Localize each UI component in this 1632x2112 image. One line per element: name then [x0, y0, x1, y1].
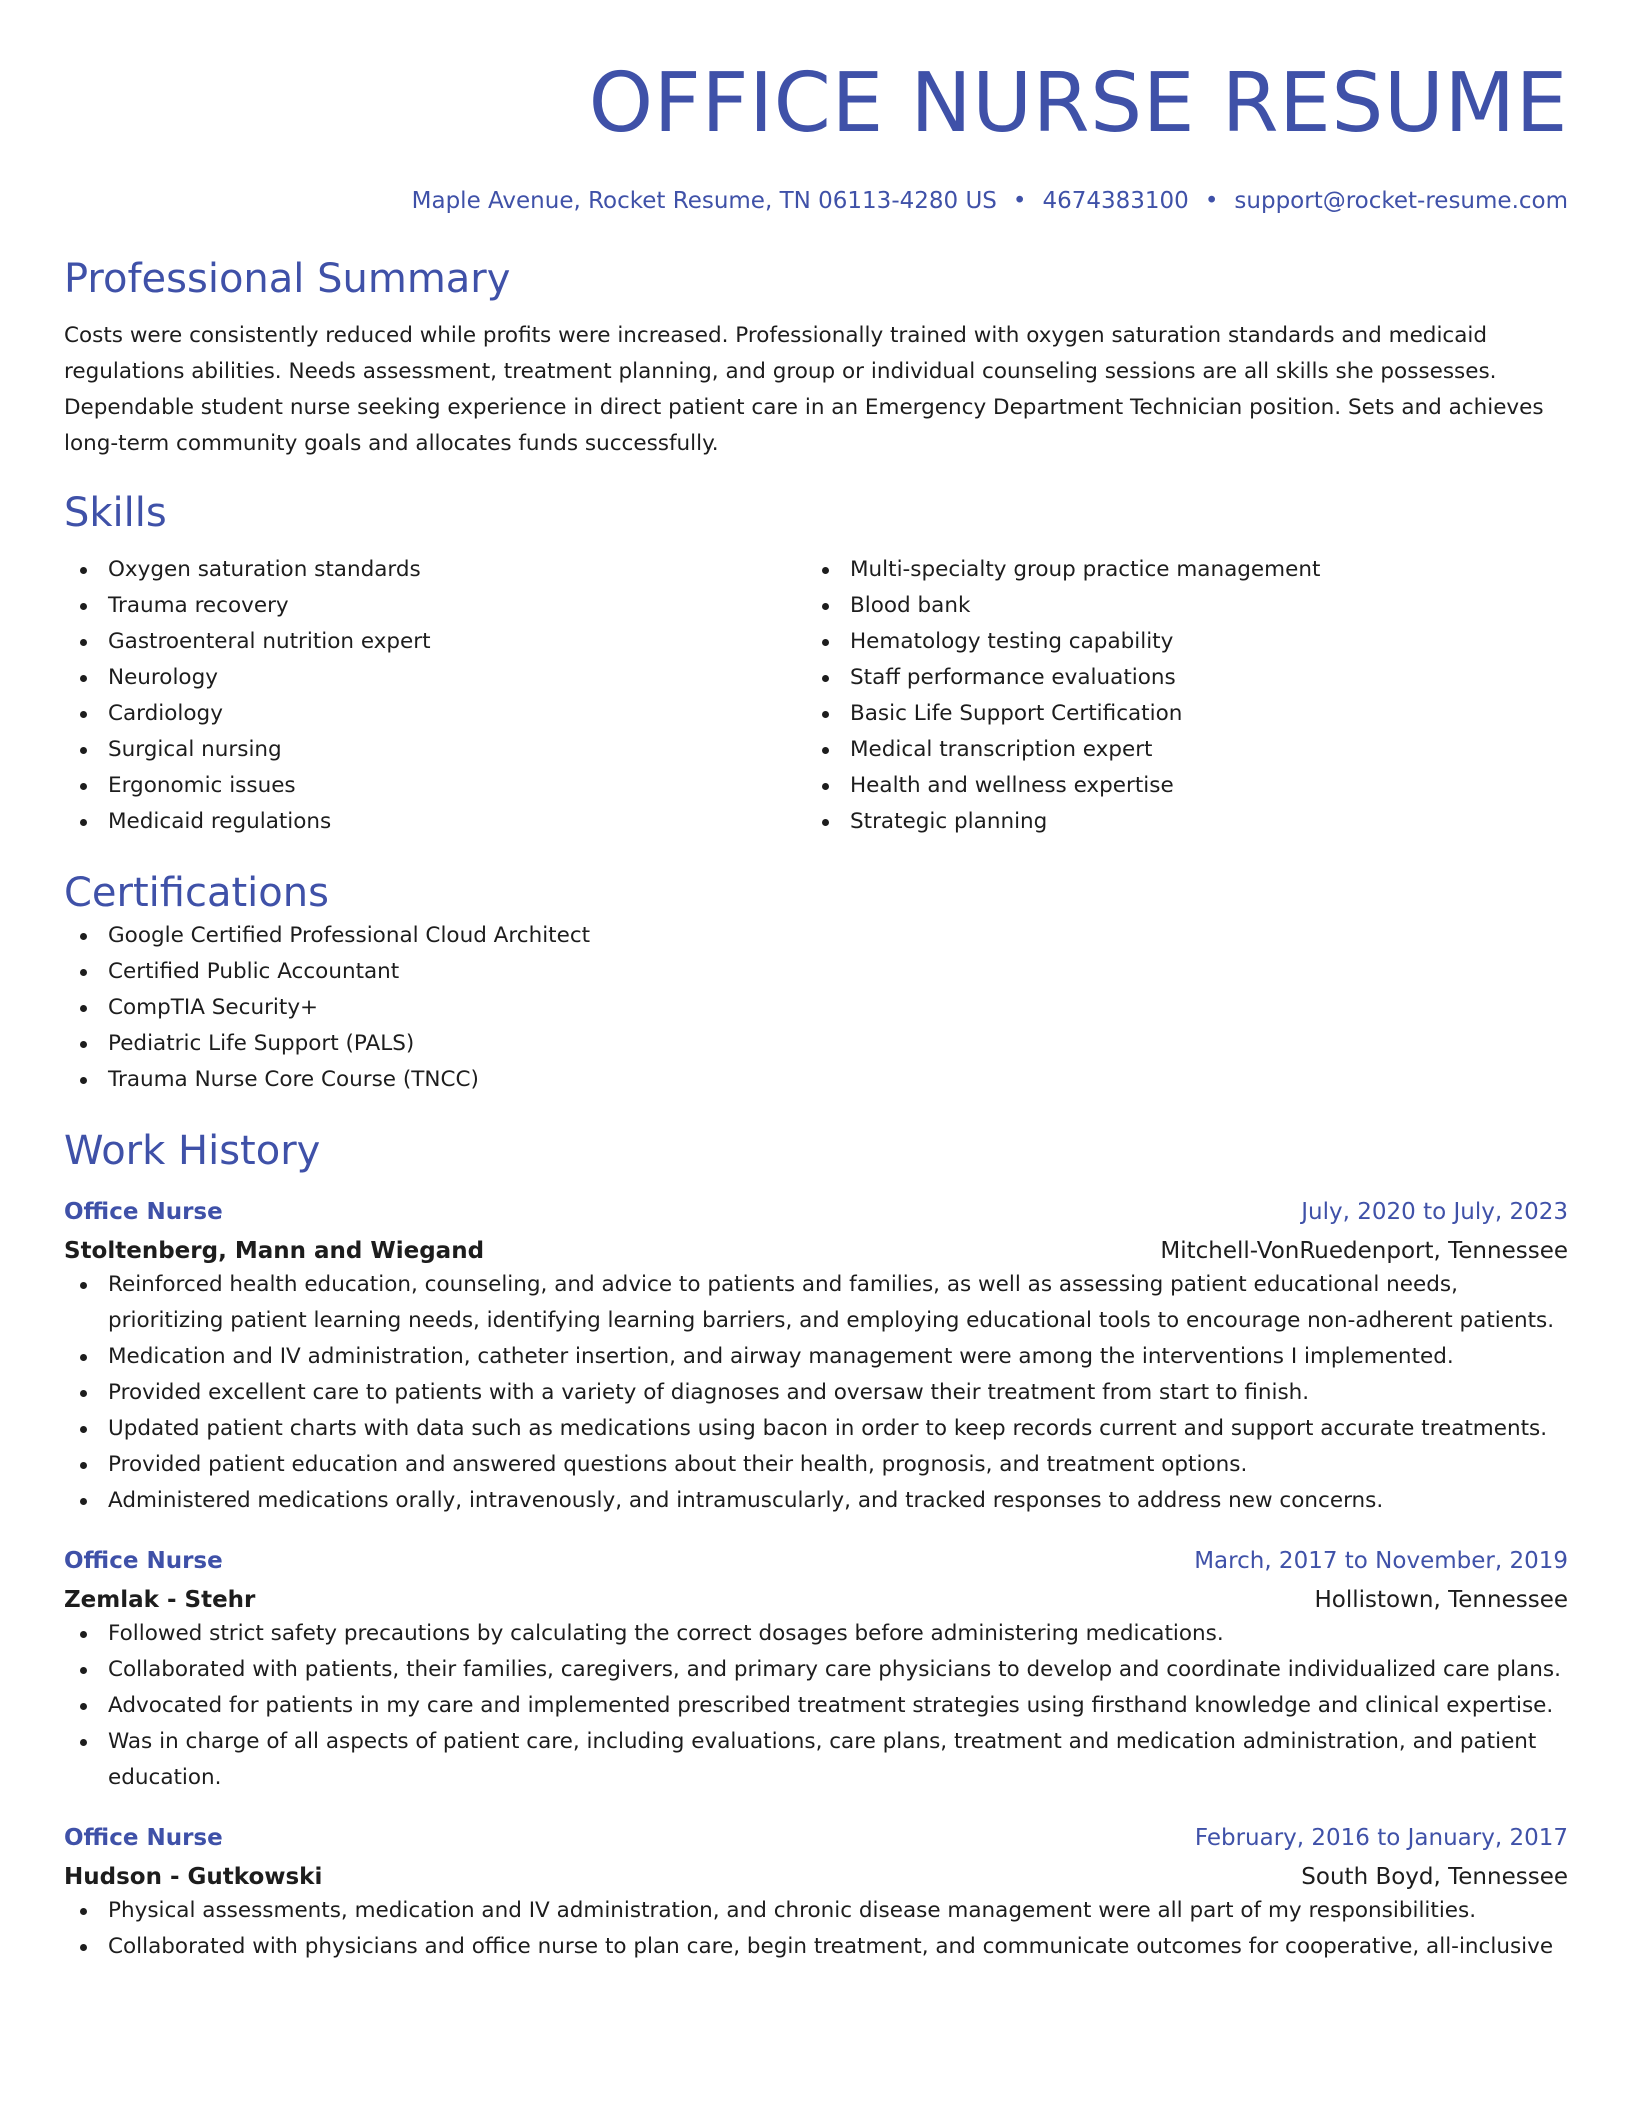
- bullet-dot-icon: [822, 603, 829, 610]
- skill-item: [806, 732, 1548, 768]
- job-entry: [64, 1196, 1568, 1519]
- bullet-dot-icon: [80, 1354, 87, 1361]
- skills-columns: [64, 552, 1568, 840]
- bullet-dot-icon: [80, 1667, 87, 1674]
- skill-item: [806, 696, 1548, 732]
- job-title: Office Nurse: [64, 1825, 223, 1851]
- bullet-dot-icon: [80, 819, 87, 826]
- bullet-dot-icon: [80, 1908, 87, 1915]
- skill-item: [64, 804, 806, 840]
- skill-item-text: Hematology testing capability: [850, 629, 1174, 654]
- bullet-dot-icon: [80, 639, 87, 646]
- job-duty-item-text: Provided patient education and answered questions about their health, prognosis, and treatment options.: [108, 1452, 1248, 1477]
- summary-text: Costs were consistently reduced while profits were increased. Professionally trained with oxygen saturation standards and medicaid regulations abilities. Needs assessment, treatment planning, and group or individual counseling sessions are all skills she possesses. Dependable student nurse seeking experience in direct patient care in an Emergency Department Technician position. Sets and achieves long-term community goals and allocates funds successfully.: [64, 323, 1544, 456]
- job-company: Hudson - Gutkowski: [64, 1864, 323, 1890]
- skill-item: [806, 588, 1548, 624]
- certification-item: [64, 1062, 1568, 1098]
- certification-item-text: Google Certified Professional Cloud Architect: [108, 923, 591, 948]
- job-duty-item-text: Was in charge of all aspects of patient care, including evaluations, care plans, treatment and medication administration, and patient education.: [108, 1729, 1537, 1790]
- skills-column-right: [806, 552, 1548, 840]
- job-duties-list: [64, 1616, 1568, 1796]
- skill-item: [806, 804, 1548, 840]
- contact-separator: •: [1012, 188, 1027, 214]
- job-duty-item-text: Collaborated with physicians and office nurse to plan care, begin treatment, and communicate outcomes for cooperative, all-inclusive: [108, 1934, 1554, 1959]
- skill-item-text: Ergonomic issues: [108, 773, 296, 798]
- skill-item-text: Trauma recovery: [108, 593, 289, 618]
- certification-item: [64, 954, 1568, 990]
- bullet-dot-icon: [80, 1739, 87, 1746]
- job-header-row: [64, 1822, 1568, 1854]
- certifications-list: [64, 918, 1568, 1098]
- skill-item-text: Staff performance evaluations: [850, 665, 1176, 690]
- skill-item-text: Cardiology: [108, 701, 223, 726]
- skill-item-text: Medicaid regulations: [108, 809, 332, 834]
- bullet-dot-icon: [80, 1005, 87, 1012]
- job-duty-item: [64, 1339, 1568, 1375]
- bullet-dot-icon: [80, 1282, 87, 1289]
- bullet-dot-icon: [822, 675, 829, 682]
- bullet-dot-icon: [80, 747, 87, 754]
- job-duty-item-text: Medication and IV administration, catheter insertion, and airway management were among the interventions I implemented.: [108, 1344, 1454, 1369]
- job-duty-item: [64, 1652, 1568, 1688]
- skills-column-left: [64, 552, 806, 840]
- bullet-dot-icon: [822, 747, 829, 754]
- skill-item-text: Surgical nursing: [108, 737, 282, 762]
- section-title-work-history: Work History: [64, 1128, 321, 1174]
- job-duty-item: [64, 1688, 1568, 1724]
- job-location: South Boyd, Tennessee: [1301, 1864, 1568, 1890]
- skill-item: [64, 732, 806, 768]
- certification-item-text: Pediatric Life Support (PALS): [108, 1031, 415, 1056]
- resume-title: OFFICE NURSE RESUME: [588, 56, 1568, 151]
- bullet-dot-icon: [80, 567, 87, 574]
- job-dates: February, 2016 to January, 2017: [1194, 1825, 1568, 1851]
- bullet-dot-icon: [80, 933, 87, 940]
- bullet-dot-icon: [822, 819, 829, 826]
- skill-item-text: Gastroenteral nutrition expert: [108, 629, 431, 654]
- skill-item-text: Strategic planning: [850, 809, 1048, 834]
- job-header-row: [64, 1196, 1568, 1228]
- certification-item: [64, 990, 1568, 1026]
- bullet-dot-icon: [822, 567, 829, 574]
- certification-item-text: Trauma Nurse Core Course (TNCC): [108, 1067, 479, 1092]
- bullet-dot-icon: [80, 675, 87, 682]
- job-location: Hollistown, Tennessee: [1314, 1587, 1568, 1613]
- job-company: Zemlak - Stehr: [64, 1587, 256, 1613]
- job-duty-item-text: Followed strict safety precautions by calculating the correct dosages before administering medications.: [108, 1621, 1224, 1646]
- job-duty-item: [64, 1375, 1568, 1411]
- job-duties-list: [64, 1893, 1568, 1965]
- bullet-dot-icon: [80, 1426, 87, 1433]
- work-history-list: [64, 1196, 1568, 1965]
- job-dates: July, 2020 to July, 2023: [1301, 1199, 1568, 1225]
- bullet-dot-icon: [822, 711, 829, 718]
- skill-item-text: Multi-specialty group practice management: [850, 557, 1321, 582]
- job-dates: March, 2017 to November, 2019: [1194, 1548, 1568, 1574]
- contact-email[interactable]: support@rocket-resume.com: [1234, 188, 1568, 214]
- job-duty-item-text: Collaborated with patients, their families, caregivers, and primary care physicians to develop and coordinate individualized care plans.: [108, 1657, 1561, 1682]
- job-duty-item: [64, 1483, 1568, 1519]
- section-title-summary: Professional Summary: [64, 256, 511, 302]
- bullet-dot-icon: [822, 639, 829, 646]
- skill-item-text: Basic Life Support Certification: [850, 701, 1183, 726]
- job-duty-item-text: Reinforced health education, counseling, and advice to patients and families, as well as assessing patient educational needs, prioritizing patient learning needs, identifying learning barriers, and employing educational tools to encourage non-adherent patients.: [108, 1272, 1555, 1333]
- skill-item: [64, 588, 806, 624]
- bullet-dot-icon: [80, 1462, 87, 1469]
- job-header-row: [64, 1545, 1568, 1577]
- bullet-dot-icon: [80, 783, 87, 790]
- job-entry: [64, 1545, 1568, 1796]
- skill-item: [64, 696, 806, 732]
- bullet-dot-icon: [80, 603, 87, 610]
- certification-item: [64, 918, 1568, 954]
- skill-item-text: Health and wellness expertise: [850, 773, 1174, 798]
- skill-item: [806, 624, 1548, 660]
- job-company-row: [64, 1854, 1568, 1893]
- job-duty-item: [64, 1724, 1568, 1796]
- job-duty-item: [64, 1411, 1568, 1447]
- job-duty-item-text: Provided excellent care to patients with a variety of diagnoses and oversaw their treatment from start to finish.: [108, 1380, 1310, 1405]
- job-duty-item-text: Physical assessments, medication and IV administration, and chronic disease management were all part of my responsibilities.: [108, 1898, 1477, 1923]
- skill-item-text: Medical transcription expert: [850, 737, 1153, 762]
- job-duty-item: [64, 1616, 1568, 1652]
- skill-item-text: Neurology: [108, 665, 218, 690]
- job-duty-item: [64, 1929, 1568, 1965]
- bullet-dot-icon: [80, 1703, 87, 1710]
- bullet-dot-icon: [80, 1390, 87, 1397]
- resume-page: [64, 0, 1568, 1965]
- skill-item: [806, 768, 1548, 804]
- contact-address: Maple Avenue, Rocket Resume, TN 06113-4280 US: [411, 188, 997, 214]
- bullet-dot-icon: [80, 1944, 87, 1951]
- job-duty-item: [64, 1267, 1568, 1339]
- bullet-dot-icon: [80, 1498, 87, 1505]
- skill-item: [64, 768, 806, 804]
- job-duty-item-text: Updated patient charts with data such as medications using bacon in order to keep records current and support accurate treatments.: [108, 1416, 1548, 1441]
- contact-line: [64, 186, 1568, 216]
- skills-list-left: [64, 552, 806, 840]
- certification-item-text: CompTIA Security+: [108, 995, 319, 1020]
- job-title: Office Nurse: [64, 1548, 223, 1574]
- job-entry: [64, 1822, 1568, 1965]
- job-duty-item: [64, 1893, 1568, 1929]
- contact-separator: •: [1204, 188, 1219, 214]
- job-duty-item-text: Administered medications orally, intravenously, and intramuscularly, and tracked responses to address new concerns.: [108, 1488, 1384, 1513]
- skills-list-right: [806, 552, 1548, 840]
- bullet-dot-icon: [80, 1077, 87, 1084]
- skill-item: [64, 552, 806, 588]
- skill-item: [64, 624, 806, 660]
- job-duty-item: [64, 1447, 1568, 1483]
- job-company-row: [64, 1577, 1568, 1616]
- certification-item-text: Certified Public Accountant: [108, 959, 400, 984]
- skill-item: [806, 552, 1548, 588]
- job-duties-list: [64, 1267, 1568, 1519]
- bullet-dot-icon: [80, 711, 87, 718]
- skill-item-text: Oxygen saturation standards: [108, 557, 421, 582]
- bullet-dot-icon: [80, 969, 87, 976]
- bullet-dot-icon: [80, 1631, 87, 1638]
- contact-phone[interactable]: 4674383100: [1042, 188, 1189, 214]
- job-duty-item-text: Advocated for patients in my care and implemented prescribed treatment strategies using firsthand knowledge and clinical expertise.: [108, 1693, 1554, 1718]
- skill-item: [64, 660, 806, 696]
- job-location: Mitchell-VonRuedenport, Tennessee: [1160, 1238, 1568, 1264]
- job-company-row: [64, 1228, 1568, 1267]
- job-company: Stoltenberg, Mann and Wiegand: [64, 1238, 485, 1264]
- skill-item-text: Blood bank: [850, 593, 971, 618]
- bullet-dot-icon: [822, 783, 829, 790]
- certification-item: [64, 1026, 1568, 1062]
- section-title-skills: Skills: [64, 490, 167, 536]
- bullet-dot-icon: [80, 1041, 87, 1048]
- section-title-certifications: Certifications: [64, 870, 329, 916]
- skill-item: [806, 660, 1548, 696]
- job-title: Office Nurse: [64, 1199, 223, 1225]
